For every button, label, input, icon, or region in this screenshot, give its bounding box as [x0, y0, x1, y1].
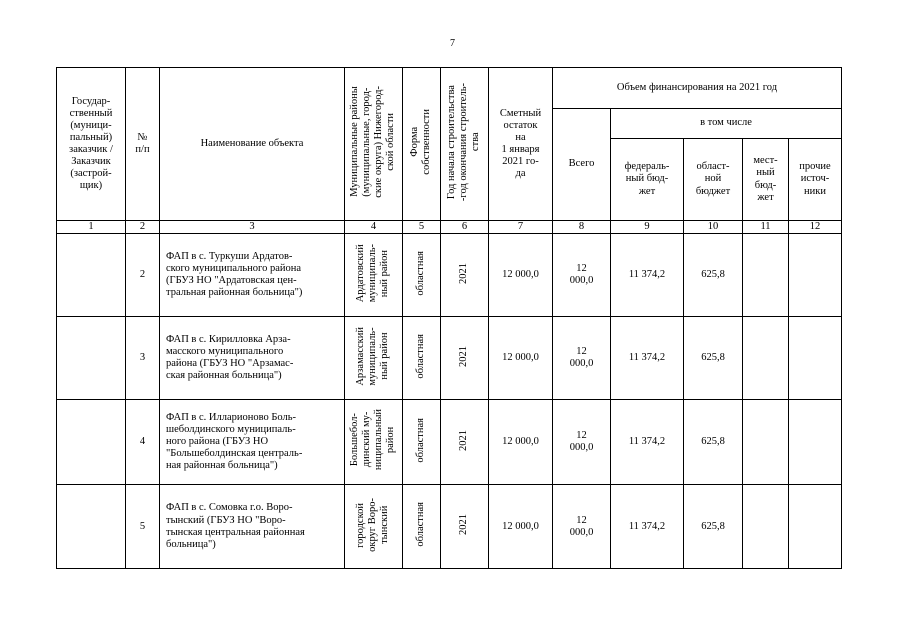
cell-num: 4 [126, 400, 160, 485]
cell-other [789, 317, 842, 400]
cell-federal: 11 374,2 [611, 234, 684, 317]
cell-year-text: 2021 [458, 345, 470, 367]
cell-ownership-text: областная [415, 502, 427, 547]
header-ownership [403, 68, 441, 221]
cell-num: 2 [126, 234, 160, 317]
header-federal: федераль- ный бюд- жет [611, 139, 684, 221]
cell-ownership [403, 317, 441, 400]
table-row [57, 485, 842, 569]
header-local: мест- ный бюд- жет [743, 139, 789, 221]
col-number: 2 [126, 221, 160, 234]
cell-balance: 12 000,0 [489, 400, 553, 485]
cell-ownership-text: областная [415, 417, 427, 463]
header-district [345, 68, 403, 221]
cell-other [789, 400, 842, 485]
cell-regional: 625,8 [684, 234, 743, 317]
header-funding: Объем финансирования на 2021 год [553, 68, 842, 109]
header-other: прочие источ- ники [789, 139, 842, 221]
funding-table [56, 67, 842, 569]
cell-local [743, 234, 789, 317]
col-number: 1 [57, 221, 126, 234]
cell-name: ФАП в с. Сомовка г.о. Воро- тынский (ГБУЗ НО "Воро- тынская центральная районная больница") [160, 485, 345, 569]
cell-ownership [403, 400, 441, 485]
cell-ownership [403, 234, 441, 317]
cell-regional: 625,8 [684, 400, 743, 485]
cell-federal: 11 374,2 [611, 485, 684, 569]
header-including: в том числе [611, 109, 842, 139]
col-number: 8 [553, 221, 611, 234]
cell-year [441, 400, 489, 485]
page-number: 7 [450, 38, 455, 49]
cell-total: 12 000,0 [553, 317, 611, 400]
cell-regional: 625,8 [684, 485, 743, 569]
cell-ownership-text: областная [415, 333, 427, 379]
cell-district-text: Арзамасский муниципаль- ный район [355, 326, 391, 386]
cell-num: 5 [126, 485, 160, 569]
cell-local [743, 400, 789, 485]
table-row [57, 400, 842, 485]
cell-year [441, 317, 489, 400]
col-number: 3 [160, 221, 345, 234]
header-years [441, 68, 489, 221]
col-number: 5 [403, 221, 441, 234]
cell-num: 3 [126, 317, 160, 400]
cell-customer [57, 234, 126, 317]
cell-customer [57, 317, 126, 400]
cell-year-text: 2021 [458, 514, 470, 536]
cell-regional: 625,8 [684, 317, 743, 400]
cell-name: ФАП в с. Туркуши Ардатов- ского муниципального района (ГБУЗ НО "Ардатовская цен- тральная районная больница") [160, 234, 345, 317]
header-years-text: Год начала строительства -год окончания строитель- ства [446, 82, 482, 201]
col-number: 7 [489, 221, 553, 234]
cell-district-text: Ардатовский муниципаль- ный район [355, 243, 391, 303]
cell-other [789, 485, 842, 569]
cell-customer [57, 400, 126, 485]
cell-year [441, 234, 489, 317]
cell-district [345, 317, 403, 400]
cell-district-text: Большебол- динский му- ниципальный район [349, 409, 397, 471]
col-number: 12 [789, 221, 842, 234]
col-number: 11 [743, 221, 789, 234]
header-customer: Государ- ственный (муници- пальный) заказчик / Заказчик (застрой- щик) [57, 68, 126, 221]
cell-local [743, 485, 789, 569]
column-number-row [57, 221, 842, 234]
cell-year [441, 485, 489, 569]
cell-district [345, 234, 403, 317]
header-row-1 [57, 68, 842, 109]
cell-district-text: городской округ Воро- тынский [355, 497, 391, 552]
cell-district [345, 485, 403, 569]
header-balance: Сметный остаток на 1 января 2021 го- да [489, 68, 553, 221]
header-regional: област- ной бюджет [684, 139, 743, 221]
cell-name: ФАП в с. Кирилловка Арза- масского муниципального района (ГБУЗ НО "Арзамас- ская районная больница") [160, 317, 345, 400]
header-name: Наименование объекта [160, 68, 345, 221]
cell-total: 12 000,0 [553, 400, 611, 485]
cell-local [743, 317, 789, 400]
cell-district [345, 400, 403, 485]
cell-federal: 11 374,2 [611, 317, 684, 400]
cell-customer [57, 485, 126, 569]
header-ownership-text: Форма собственности [409, 109, 433, 175]
cell-name: ФАП в с. Илларионово Боль- шеболдинского муниципаль- ного района (ГБУЗ НО "Большеболдинская централь- ная районная больница") [160, 400, 345, 485]
header-num: № п/п [126, 68, 160, 221]
table-row [57, 317, 842, 400]
cell-balance: 12 000,0 [489, 234, 553, 317]
col-number: 4 [345, 221, 403, 234]
cell-ownership [403, 485, 441, 569]
cell-federal: 11 374,2 [611, 400, 684, 485]
col-number: 9 [611, 221, 684, 234]
cell-balance: 12 000,0 [489, 317, 553, 400]
cell-total: 12 000,0 [553, 485, 611, 569]
cell-total: 12 000,0 [553, 234, 611, 317]
header-total: Всего [553, 109, 611, 221]
cell-balance: 12 000,0 [489, 485, 553, 569]
cell-ownership-text: областная [415, 250, 427, 296]
cell-year-text: 2021 [458, 429, 470, 451]
cell-other [789, 234, 842, 317]
col-number: 10 [684, 221, 743, 234]
table-row [57, 234, 842, 317]
cell-year-text: 2021 [458, 262, 470, 284]
header-district-text: Муниципальные районы (муниципальные, город- ские округа) Нижегород- ской области [349, 86, 397, 198]
col-number: 6 [441, 221, 489, 234]
